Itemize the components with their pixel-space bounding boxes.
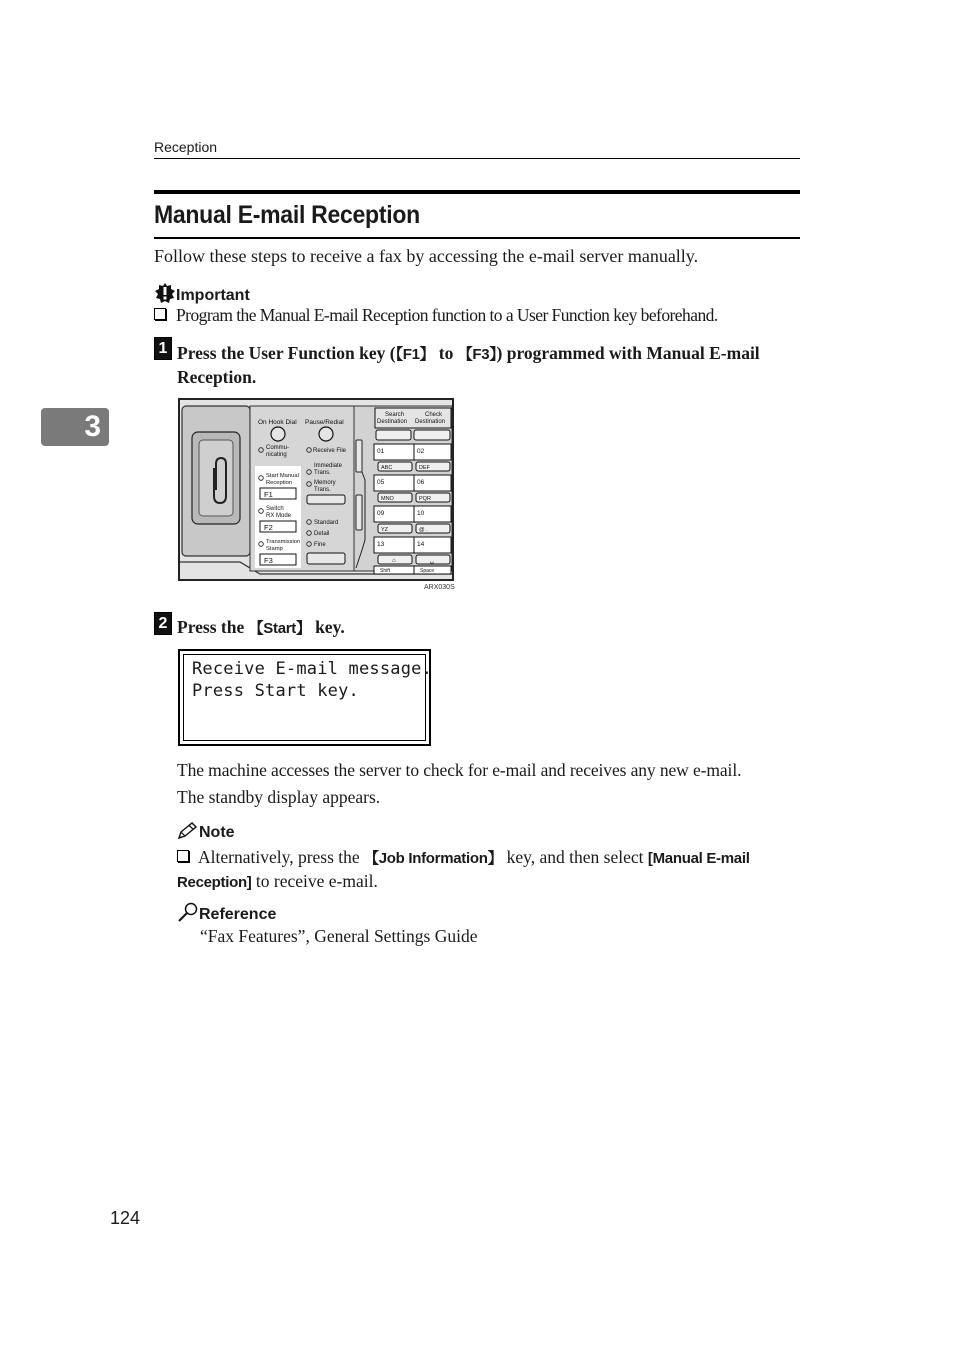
memory-trans-label-1: Memory	[314, 480, 336, 486]
control-panel-illustration	[178, 398, 454, 581]
chapter-number: 3	[84, 410, 101, 443]
quick-key-09: 09	[377, 510, 385, 517]
immediate-trans-label-2: Trans.	[314, 470, 331, 476]
result-text-1: The machine accesses the server to check for e-mail and receives any new e-mail.	[177, 760, 742, 780]
communicating-label-2: nicating	[266, 452, 287, 458]
search-destination-label-1: Search	[385, 412, 405, 418]
quick-key-02-sub: DEF	[419, 465, 430, 471]
checkbox-bullet-icon	[154, 308, 166, 320]
pencil-icon	[177, 822, 199, 845]
shift-label: Shift	[380, 568, 391, 574]
quick-key-10: 10	[417, 510, 425, 517]
quick-key-01: 01	[377, 448, 385, 455]
check-destination-key	[414, 430, 450, 440]
switch-rx-mode-label-1: Switch	[266, 506, 284, 512]
quick-key-05-sub: MNO	[381, 496, 394, 502]
note-item: Alternatively, press the 【Job Information】 key, and then select [Manual E-mail Reception] to receive e-mail.	[177, 847, 750, 891]
receive-file-label: Receive File	[313, 448, 347, 454]
quick-key-13: 13	[377, 541, 385, 548]
f1-key-label: F1	[264, 490, 273, 499]
on-hook-dial-label: On Hook Dial	[258, 419, 297, 426]
quick-key-01-sub: ABC	[381, 465, 393, 471]
switch-rx-mode-label-2: RX Mode	[266, 513, 292, 519]
intro-paragraph: Follow these steps to receive a fax by accessing the e-mail server manually.	[154, 246, 699, 266]
page-number: 124	[110, 1208, 141, 1228]
pause-redial-label: Pause/Redial	[305, 419, 344, 426]
quick-key-14: 14	[417, 541, 425, 548]
quick-key-02: 02	[417, 448, 425, 455]
quick-key-06-sub: PQR	[419, 496, 431, 502]
step-1-text: Press the User Function key (【F1】 to 【F3】) programmed with Manual E-mail Reception.	[177, 343, 760, 387]
step-2-text: Press the 【Start】 key.	[177, 617, 345, 637]
detail-label: Detail	[314, 531, 330, 537]
checkbox-bullet-icon	[177, 850, 189, 862]
step-2-number: 2	[154, 612, 172, 635]
result-text-2: The standby display appears.	[177, 787, 381, 807]
reference-text: “Fax Features”, General Settings Guide	[200, 926, 478, 946]
transmission-stamp-label-2: Stamp	[266, 546, 283, 552]
trans-mode-button	[307, 495, 345, 504]
search-destination-label-2: Destination	[377, 419, 408, 425]
illustration-code: ARX030S	[424, 584, 455, 591]
standard-label: Standard	[314, 520, 339, 526]
quick-key-06: 06	[417, 479, 425, 486]
running-header: Reception	[154, 139, 218, 155]
check-destination-label-1: Check	[425, 412, 443, 418]
magnifier-icon	[177, 902, 199, 927]
memory-trans-label-2: Trans.	[314, 487, 331, 493]
page-title: Manual E-mail Reception	[154, 201, 420, 229]
key-f3: 【F3】	[457, 346, 497, 363]
quick-key-09-sub: YZ	[381, 527, 389, 533]
lcd-line-1: Receive E-mail message.	[192, 659, 433, 679]
important-heading: Important	[154, 283, 250, 308]
fine-label: Fine	[314, 542, 326, 548]
resolution-button	[307, 553, 345, 564]
reference-heading: Reference	[177, 902, 276, 927]
space-label: Space	[420, 568, 435, 574]
space-symbol-icon: ␣	[430, 558, 434, 564]
f2-key-label: F2	[264, 523, 273, 532]
step-1-number: 1	[154, 337, 172, 360]
pause-redial-button	[319, 427, 333, 441]
lcd-display	[178, 649, 431, 746]
f3-key-label: F3	[264, 556, 273, 565]
key-job-information: 【Job Information】	[364, 850, 503, 867]
title-rule-top	[154, 190, 800, 194]
immediate-trans-label-1: Immediate	[314, 463, 343, 469]
quick-key-10-sub: @ .	[419, 527, 428, 533]
lcd-line-2: Press Start key.	[192, 681, 359, 701]
note-heading: Note	[177, 822, 235, 845]
header-rule	[154, 158, 800, 159]
start-manual-reception-label-1: Start Manual	[266, 473, 299, 479]
quick-key-05: 05	[377, 479, 385, 486]
shift-symbol-icon: ⌂	[392, 558, 396, 564]
key-start: 【Start】	[248, 620, 311, 637]
communicating-label-1: Commu-	[266, 445, 290, 451]
title-rule-bottom	[154, 237, 800, 239]
check-destination-label-2: Destination	[415, 419, 446, 425]
search-destination-key	[376, 430, 411, 440]
start-manual-reception-label-2: Reception	[266, 480, 293, 486]
menu-manual-email-reception: [Manual E-mail Reception]	[177, 850, 750, 891]
key-f1: 【F1】	[395, 346, 435, 363]
important-item: Program the Manual E-mail Reception function to a User Function key beforehand.	[154, 305, 718, 326]
transmission-stamp-label-1: Transmission	[266, 539, 301, 545]
on-hook-dial-button	[271, 427, 285, 441]
